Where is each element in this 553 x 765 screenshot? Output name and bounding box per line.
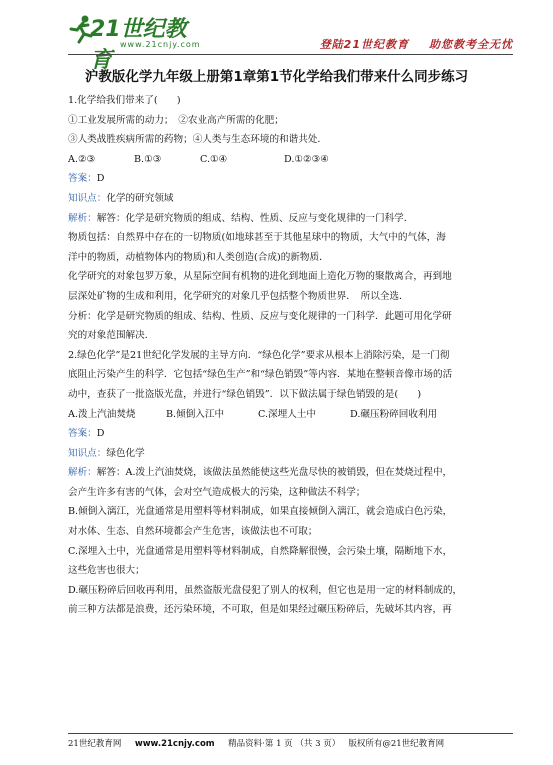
q2-analysis-line: 这些危害也很大； — [68, 565, 145, 577]
q1-options — [68, 150, 493, 170]
q1-analysis-line: 究的对象范围解决． — [68, 330, 155, 342]
q2-stem-line: 动中，查获了一批盗版光盘，并进行“绿色销毁”．以下做法属于绿色销毁的是( ) — [68, 388, 422, 400]
option-a: A.②③ — [68, 153, 96, 165]
answer-label: 答案： — [68, 173, 97, 185]
q2-analysis-line: 对水体、生态、自然环境都会产生危害，该做法也不可取； — [68, 526, 318, 538]
slogan-left: 登陆21世纪教育 — [319, 38, 409, 51]
q2-options — [68, 405, 493, 425]
q1-analysis-line: 层深处矿物的生成和利用，化学研究的对象几乎包括整个物质世界． 所以全选． — [68, 290, 409, 302]
answer-value: D — [96, 428, 105, 440]
q1-items-line: ①工业发展所需的动力； ②农业高产所需的化肥； — [68, 114, 284, 126]
page-title: 沪教版化学九年级上册第1章第1节化学给我们带来什么同步练习 — [84, 69, 469, 85]
q1-analysis-line: 分析：化学是研究物质的组成、结构、性质、反应与变化规律的一门科学．此题可用化学研 — [68, 310, 452, 322]
option-c: C.①④ — [200, 153, 228, 165]
answer-label: 答案： — [68, 428, 97, 440]
q2-analysis-line: 前三种方法都是浪费，还污染环境，不可取，但是如果经过碾压粉碎后，先破坏其内容，再 — [68, 604, 452, 616]
kp-label: 知识点： — [68, 447, 107, 459]
footer-left: 21世纪教育网 — [68, 739, 122, 749]
q2-stem-line: 底阻止污染产生的科学．它包括“绿色生产”和“绿色销毁”等内容．某地在整顿音像市场的活 — [68, 369, 453, 381]
q2-stem-line: 2.绿色化学”是21世纪化学发展的主导方向．“绿色化学”要求从根本上消除污染，是一门彻 — [68, 349, 450, 361]
q2-analysis-line: 会产生许多有害的气体，会对空气造成极大的污染，这种做法不科学； — [68, 486, 366, 498]
analysis-label: 解析： — [68, 467, 97, 479]
option-c: C.深埋人土中 — [258, 408, 317, 420]
q1-analysis-line: 物质包括：自然界中存在的一切物质(如地球甚至于其他星球中的物质，大气中的气体，海 — [68, 232, 446, 244]
q2-knowledge-point — [68, 444, 493, 464]
footer-page: 精品资料·第 1 页 （共 3 页） — [228, 739, 341, 749]
footer-site: www.21cnjy.com — [134, 739, 215, 749]
kp-value: 绿色化学 — [106, 447, 145, 459]
q1-analysis-line: 化学研究的对象包罗万象，从星际空间有机物的进化到地面上造化万物的聚散离合，再到地 — [68, 271, 452, 283]
q2-analysis-line: B.倾倒入漓江，光盘通常是用塑料等材料制成，如果直接倾倒入漓江，就会造成白色污染， — [68, 506, 453, 518]
header-slogan — [300, 36, 513, 52]
page-header — [0, 0, 553, 73]
q1-items-line: ③人类战胜疾病所需的药物；④人类与生态环境的和谐共处． — [68, 134, 328, 146]
q2-analysis-line: D.碾压粉碎后回收再利用，虽然盗版光盘侵犯了别人的权利，但它也是用一定的材料制成的， — [68, 584, 463, 596]
document-body — [68, 91, 493, 620]
kp-label: 知识点： — [68, 192, 107, 204]
footer-copyright: 版权所有@21世纪教育网 — [348, 739, 445, 749]
analysis-label: 解析： — [68, 212, 97, 224]
q1-answer — [68, 169, 493, 189]
option-b: B.①③ — [134, 153, 162, 165]
slogan-right: 助您教考全无忧 — [429, 38, 513, 51]
footer-divider — [68, 733, 513, 734]
option-d: D.碾压粉碎回收利用 — [350, 408, 438, 420]
option-b: B.倾倒入江中 — [166, 408, 225, 420]
logo-text: 21世纪教育 — [90, 17, 187, 73]
q1-analysis-line: 洋中的物质，动植物体内的物质)和人类创造(合成)的新物质． — [68, 251, 329, 263]
option-a: A.泼上汽油焚烧 — [68, 408, 136, 420]
logo-url: www.21cnjy.com — [120, 40, 201, 49]
q2-analysis-line: C.深埋入土中，光盘通常是用塑料等材料制成，自然降解很慢，会污染土壤，隔断地下水， — [68, 545, 453, 557]
kp-value: 化学的研究领域 — [106, 192, 174, 204]
page-footer — [68, 737, 444, 749]
q2-analysis-line: 解析：解答：A.泼上汽油焚烧，该做法虽然能使这些光盘尽快的被销毁，但在焚烧过程中， — [68, 467, 453, 479]
answer-value: D — [96, 173, 105, 185]
q2-answer — [68, 424, 493, 444]
q1-knowledge-point — [68, 189, 493, 209]
q1-analysis-line: 解析：解答：化学是研究物质的组成、结构、性质、反应与变化规律的一门科学． — [68, 212, 414, 224]
q1-stem: 1.化学给我们带来了( ) — [68, 95, 181, 106]
site-logo — [68, 10, 208, 73]
header-divider — [68, 54, 513, 55]
option-d: D.①②③④ — [284, 153, 329, 165]
